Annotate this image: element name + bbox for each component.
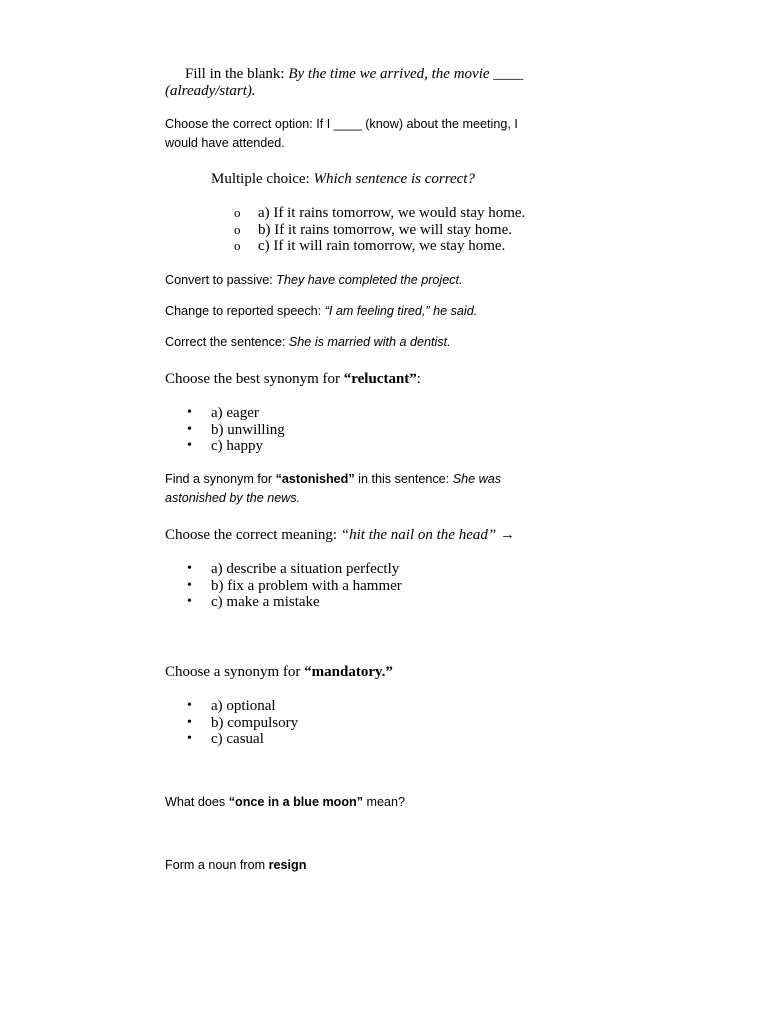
question-synonym-reluctant (165, 371, 545, 388)
list-item: • b) fix a problem with a hammer (165, 578, 402, 595)
question-prompt: They have completed the project. (276, 273, 463, 287)
question-label: Choose a synonym for (165, 664, 305, 680)
meaning-options (165, 561, 402, 611)
question-label: Choose the best synonym for (165, 371, 344, 387)
question-text: in this sentence: (354, 472, 453, 486)
question-prompt: “I am feeling tired,” he said. (324, 304, 478, 318)
list-item: • c) happy (165, 438, 285, 455)
question-prompt: Which sentence is correct? (313, 171, 475, 187)
list-item: • b) unwilling (165, 422, 285, 439)
list-item: • c) make a mistake (165, 594, 402, 611)
question-keyword: “once in a blue moon” (228, 795, 364, 809)
question-idiom-meaning (165, 527, 545, 544)
question-idiom-blue-moon (165, 793, 545, 812)
question-passive (165, 271, 545, 290)
question-synonym-astonished (165, 470, 545, 508)
question-multiple-choice (211, 171, 591, 188)
question-text: mean? (363, 795, 406, 809)
question-keyword: “reluctant” (343, 371, 417, 387)
question-prompt: She was astonished by the news. (165, 472, 501, 505)
question-label: Change to reported speech: (165, 304, 325, 318)
question-label: What does (165, 795, 229, 809)
question-label: Correct the sentence: (165, 335, 289, 349)
list-item: o b) If it rains tomorrow, we will stay home. (234, 222, 525, 239)
question-fill-in-blank (165, 66, 545, 100)
question-keyword: resign (268, 858, 307, 872)
question-label: Choose the correct meaning: (165, 527, 341, 543)
question-form-noun (165, 856, 545, 875)
arrow-icon: → (496, 527, 515, 543)
list-item: o a) If it rains tomorrow, we would stay home. (234, 205, 525, 222)
list-item: • a) optional (165, 698, 298, 715)
question-text: Choose the correct option: If I ____ (know) about the meeting, I would have attended. (165, 117, 518, 150)
synonym-options (165, 405, 285, 455)
question-keyword: “astonished” (275, 472, 355, 486)
question-keyword: “mandatory.” (304, 664, 393, 680)
question-correct-sentence (165, 333, 545, 352)
question-synonym-mandatory (165, 664, 545, 681)
question-label: Form a noun from (165, 858, 269, 872)
question-prompt: “hit the nail on the head” (340, 527, 497, 543)
question-punctuation: : (416, 371, 421, 387)
question-prompt: She is married with a dentist. (288, 335, 451, 349)
question-label: Multiple choice: (211, 171, 314, 187)
question-prompt: By the time we arrived, the movie ____ (already/start). (165, 66, 524, 99)
mandatory-options (165, 698, 298, 748)
list-item: • b) compulsory (165, 715, 298, 732)
question-label: Convert to passive: (165, 273, 277, 287)
list-item: • a) eager (165, 405, 285, 422)
question-choose-option (165, 115, 545, 153)
multiple-choice-options (234, 205, 525, 255)
question-label: Find a synonym for (165, 472, 276, 486)
question-label: Fill in the blank: (185, 66, 289, 82)
list-item: o c) If it will rain tomorrow, we stay home. (234, 238, 525, 255)
list-item: • c) casual (165, 731, 298, 748)
question-reported-speech (165, 302, 545, 321)
list-item: • a) describe a situation perfectly (165, 561, 402, 578)
